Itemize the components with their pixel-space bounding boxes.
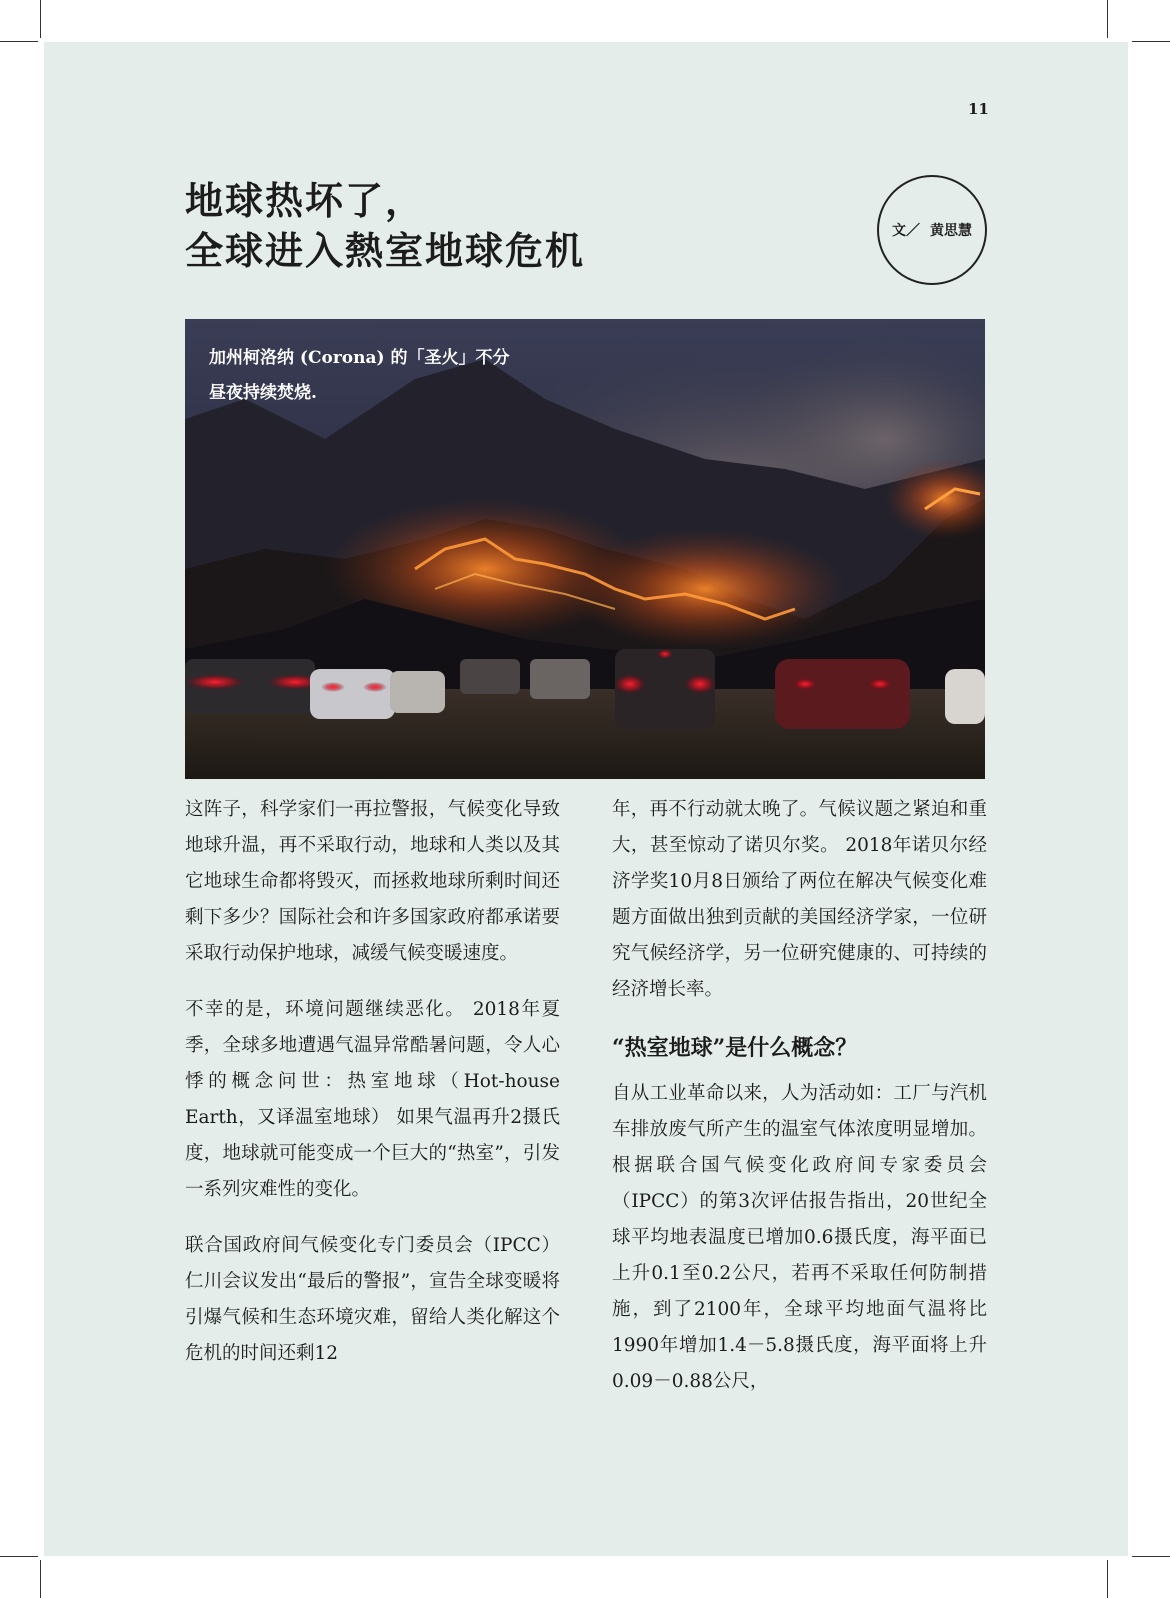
crop-mark [1132,41,1170,42]
caption-line-2: 昼夜持续焚烧. [209,383,317,403]
wildfire-photo [185,319,985,779]
crop-mark [1107,0,1108,38]
article-title [185,176,585,276]
crop-mark [1132,1556,1170,1557]
left-column [185,792,560,1392]
crop-mark [40,0,41,38]
crop-mark [0,41,38,42]
paragraph: 自从工业革命以来，人为活动如：工厂与汽机车排放废气所产生的温室气体浓度明显增加。根据联合国气候变化政府间专家委员会（IPCC）的第3次评估报告指出，20世纪全球平均地表温度已增加0.6摄氏度，海平面已上升0.1至0.2公尺，若再不采取任何防制措施，到了2100年，全球平均地面气温将比1990年增加1.4－5.8摄氏度，海平面将上升0.09－0.88公尺， [612,1083,987,1392]
crop-mark [0,1556,38,1557]
title-line-2: 全球进入熱室地球危机 [185,228,586,273]
title-line-1: 地球热坏了， [185,178,426,223]
author-name: 黄思慧 [930,223,972,239]
crop-mark [1107,1560,1108,1598]
author-prefix: 文／ [892,223,920,239]
author-badge [877,175,987,285]
crop-mark [40,1560,41,1598]
paragraph: 不幸的是，环境问题继续恶化。 2018年夏季，全球多地遭遇气温异常酷暑问题，令人心悸的概念问世：热室地球（Hot-house Earth，又译温室地球） 如果气温再升2摄氏度，地球就可能变成一个巨大的“热室”，引发一系列灾难性的变化。 [185,999,560,1200]
section-heading: “热室地球”是什么概念？ [612,1035,858,1061]
page-number: 11 [968,100,989,118]
photo-caption [209,341,509,411]
right-column [612,792,987,1420]
caption-line-1: 加州柯洛纳 (Corona) 的「圣火」不分 [209,348,510,368]
paragraph: 这阵子，科学家们一再拉警报，气候变化导致地球升温，再不采取行动，地球和人类以及其它地球生命都将毁灭，而拯救地球所剩时间还剩下多少？国际社会和许多国家政府都承诺要采取行动保护地球，减缓气候变暖速度。 [185,799,560,964]
paragraph: 年，再不行动就太晚了。气候议题之紧迫和重大，甚至惊动了诺贝尔奖。 2018年诺贝尔经济学奖10月8日颁给了两位在解决气候变化难题方面做出独到贡献的美国经济学家，一位研究气候经济学，另一位研究健康的、可持续的经济增长率。 [612,799,987,1000]
paragraph: 联合国政府间气候变化专门委员会（IPCC）仁川会议发出“最后的警报”，宣告全球变暖将引爆气候和生态环境灾难，留给人类化解这个危机的时间还剩12 [185,1235,560,1364]
